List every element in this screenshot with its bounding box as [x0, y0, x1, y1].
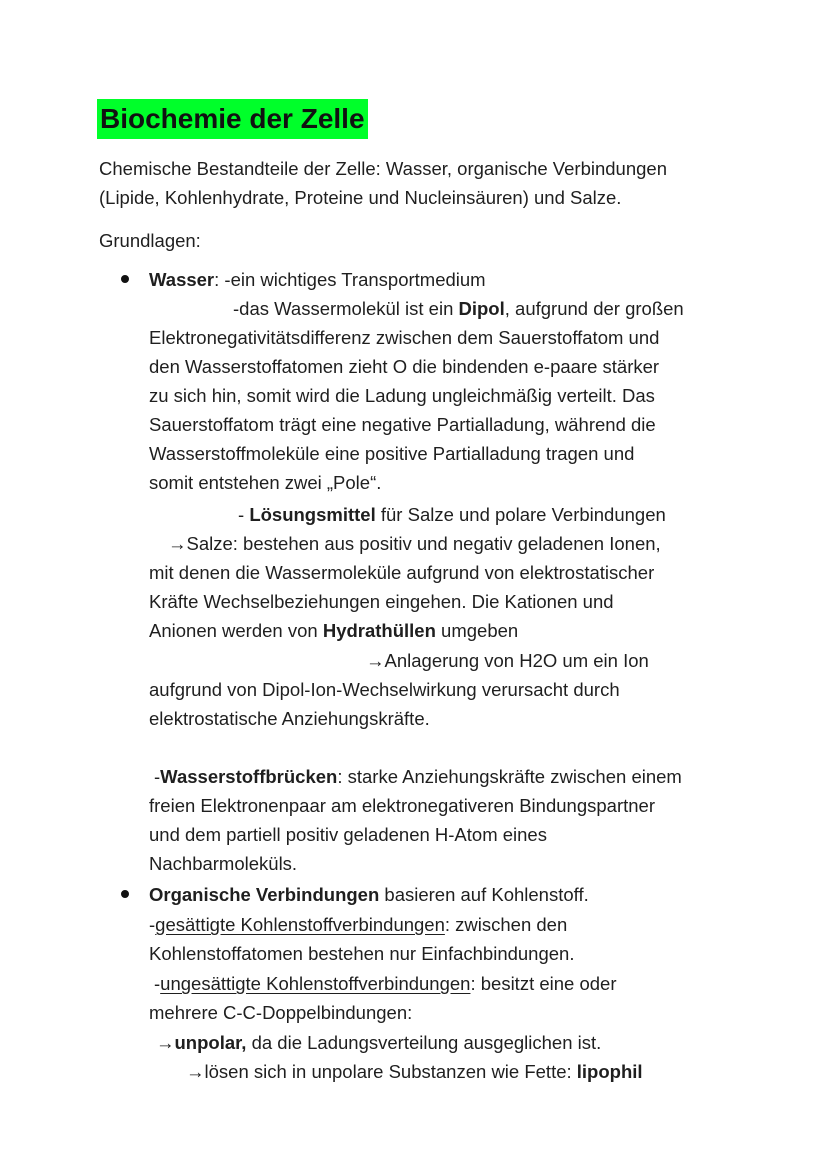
- organisch-line-7: [186, 1057, 643, 1086]
- loesungsmittel-term: Lösungsmittel: [249, 504, 376, 525]
- text-span: : starke Anziehungskräfte zwischen einem: [337, 766, 682, 787]
- wasser-line-2: [233, 294, 684, 323]
- text-span: da die Ladungsverteilung ausgeglichen ist.: [246, 1032, 602, 1053]
- section-heading-grundlagen: Grundlagen:: [99, 230, 201, 251]
- bullet-icon: [121, 890, 129, 898]
- wasserstoffbruecken-term: Wasserstoffbrücken: [160, 766, 338, 787]
- wasser-line-15: aufgrund von Dipol-Ion-Wechselwirkung verursacht durch: [149, 679, 620, 700]
- gesaettigt-term: gesättigte Kohlenstoffverbindungen: [155, 914, 445, 935]
- wasser-line-3: Elektronegativitätsdifferenz zwischen dem Sauerstoffatom und: [149, 327, 660, 348]
- text-span: : zwischen den: [444, 914, 568, 935]
- wasser-transport: : -ein wichtiges Transportmedium: [214, 269, 486, 290]
- wasser-line-4: den Wasserstoffatomen zieht O die bindenden e-paare stärker: [149, 356, 660, 377]
- wasser-line-14: →Anlagerung von H2O um ein Ion: [366, 650, 649, 671]
- wasser-line-11: mit denen die Wassermoleküle aufgrund von elektrostatischer: [149, 562, 655, 583]
- intro-line-2: (Lipide, Kohlenhydrate, Proteine und Nucleinsäuren) und Salze.: [99, 187, 622, 208]
- organisch-line-4: [154, 969, 617, 998]
- text-span: , aufgrund der großen: [504, 298, 684, 319]
- text-span: -: [238, 504, 250, 525]
- wasser-line-10: →Salze: bestehen aus positiv und negativ geladenen Ionen,: [168, 533, 661, 554]
- wasser-line-18: freien Elektronenpaar am elektronegativeren Bindungspartner: [149, 795, 655, 816]
- text-span: : besitzt eine oder: [470, 973, 617, 994]
- wasser-line-13: [149, 616, 518, 645]
- organisch-line-5: mehrere C-C-Doppelbindungen:: [149, 1002, 413, 1023]
- wasser-line-17: [154, 762, 682, 791]
- dipol-term: Dipol: [458, 298, 505, 319]
- wasser-line-1: [149, 265, 486, 294]
- unpolar-term: →unpolar,: [156, 1032, 247, 1053]
- organisch-label: Organische Verbindungen: [149, 884, 380, 905]
- text-span: -: [154, 973, 161, 994]
- text-span: -: [154, 766, 161, 787]
- page-title: Biochemie der Zelle: [97, 99, 368, 139]
- wasser-line-5: zu sich hin, somit wird die Ladung ungleichmäßig verteilt. Das: [149, 385, 655, 406]
- ungesaettigt-term: ungesättigte Kohlenstoffverbindungen: [160, 973, 471, 994]
- wasser-line-20: Nachbarmoleküls.: [149, 853, 298, 874]
- lipophil-term: lipophil: [576, 1061, 643, 1082]
- wasser-line-12: Kräfte Wechselbeziehungen eingehen. Die Kationen und: [149, 591, 614, 612]
- organisch-line-6: [156, 1028, 601, 1057]
- intro-line-1: Chemische Bestandteile der Zelle: Wasser, organische Verbindungen: [99, 158, 667, 179]
- text-span: basieren auf Kohlenstoff.: [379, 884, 589, 905]
- text-span: -das Wassermolekül ist ein: [233, 298, 459, 319]
- text-span: umgeben: [435, 620, 519, 641]
- organisch-line-3: Kohlenstoffatomen bestehen nur Einfachbindungen.: [149, 943, 575, 964]
- wasser-line-16: elektrostatische Anziehungskräfte.: [149, 708, 430, 729]
- hydrathuellen-term: Hydrathüllen: [322, 620, 436, 641]
- text-span: -: [149, 914, 156, 935]
- text-span: →lösen sich in unpolare Substanzen wie Fette:: [186, 1061, 577, 1082]
- bullet-icon: [121, 275, 129, 283]
- wasser-line-6: Sauerstoffatom trägt eine negative Partialladung, während die: [149, 414, 656, 435]
- wasser-line-9: [238, 500, 666, 529]
- text-span: Anionen werden von: [149, 620, 323, 641]
- text-span: für Salze und polare Verbindungen: [375, 504, 666, 525]
- wasser-line-7: Wasserstoffmoleküle eine positive Partialladung tragen und: [149, 443, 635, 464]
- wasser-label: Wasser: [149, 269, 215, 290]
- wasser-line-19: und dem partiell positiv geladenen H-Atom eines: [149, 824, 547, 845]
- organisch-line-1: [149, 880, 589, 909]
- organisch-line-2: [149, 910, 567, 939]
- wasser-line-8: somit entstehen zwei „Pole“.: [149, 472, 382, 493]
